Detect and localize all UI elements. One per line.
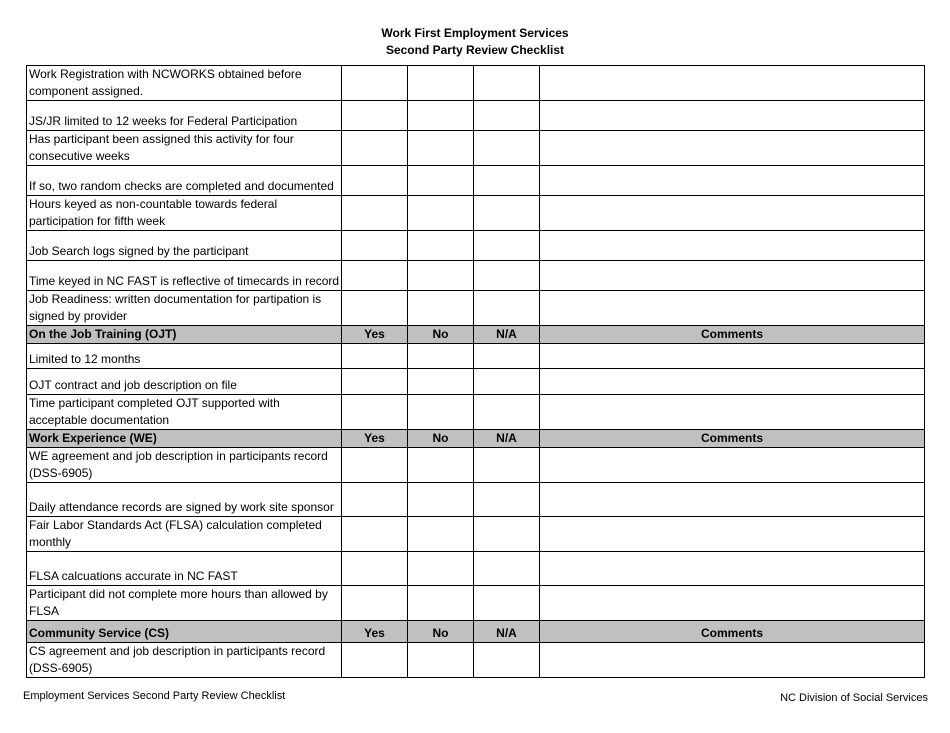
na-cell[interactable] (474, 66, 540, 101)
checklist-item-text: Participant did not complete more hours than allowed by FLSA (27, 586, 342, 621)
checklist-item-text: FLSA calcuations accurate in NC FAST (27, 552, 342, 586)
checklist-row (27, 395, 925, 430)
checklist-row (27, 166, 925, 196)
na-cell[interactable] (474, 196, 540, 231)
comments-cell[interactable] (540, 196, 925, 231)
na-cell[interactable] (474, 586, 540, 621)
yes-cell[interactable] (342, 196, 408, 231)
checklist-item-text: Hours keyed as non-countable towards federal participation for fifth week (27, 196, 342, 231)
yes-cell[interactable] (342, 517, 408, 552)
checklist-row (27, 66, 925, 101)
footer-left: Employment Services Second Party Review Checklist (23, 690, 286, 702)
na-cell[interactable] (474, 291, 540, 326)
section-title: Work Experience (WE) (27, 430, 342, 448)
checklist-row (27, 586, 925, 621)
comments-cell[interactable] (540, 66, 925, 101)
no-cell[interactable] (408, 369, 474, 395)
footer-right: NC Division of Social Services (780, 692, 928, 704)
na-column-header: N/A (474, 326, 540, 344)
page-title: Work First Employment Services (381, 26, 569, 40)
checklist-item-text: Time keyed in NC FAST is reflective of timecards in record (27, 261, 342, 291)
checklist-item-text: Has participant been assigned this activity for four consecutive weeks (27, 131, 342, 166)
checklist-item-text: CS agreement and job description in participants record (DSS-6905) (27, 643, 342, 678)
no-cell[interactable] (408, 101, 474, 131)
yes-cell[interactable] (342, 369, 408, 395)
comments-cell[interactable] (540, 448, 925, 483)
comments-cell[interactable] (540, 166, 925, 196)
na-column-header: N/A (474, 621, 540, 643)
na-cell[interactable] (474, 369, 540, 395)
comments-cell[interactable] (540, 131, 925, 166)
comments-cell[interactable] (540, 344, 925, 369)
yes-cell[interactable] (342, 448, 408, 483)
comments-cell[interactable] (540, 291, 925, 326)
checklist-row (27, 131, 925, 166)
no-cell[interactable] (408, 196, 474, 231)
checklist-table (26, 65, 925, 678)
checklist-row (27, 552, 925, 586)
comments-column-header: Comments (540, 430, 925, 448)
comments-cell[interactable] (540, 101, 925, 131)
no-cell[interactable] (408, 448, 474, 483)
na-cell[interactable] (474, 166, 540, 196)
na-cell[interactable] (474, 552, 540, 586)
checklist-item-text: WE agreement and job description in participants record (DSS-6905) (27, 448, 342, 483)
yes-column-header: Yes (342, 621, 408, 643)
no-cell[interactable] (408, 261, 474, 291)
no-column-header: No (408, 621, 474, 643)
checklist-row (27, 196, 925, 231)
yes-cell[interactable] (342, 586, 408, 621)
yes-cell[interactable] (342, 66, 408, 101)
na-cell[interactable] (474, 101, 540, 131)
na-column-header: N/A (474, 430, 540, 448)
no-cell[interactable] (408, 66, 474, 101)
checklist-row (27, 344, 925, 369)
no-cell[interactable] (408, 231, 474, 261)
no-column-header: No (408, 326, 474, 344)
yes-cell[interactable] (342, 261, 408, 291)
no-cell[interactable] (408, 552, 474, 586)
checklist-row (27, 261, 925, 291)
section-header-row (27, 430, 925, 448)
no-cell[interactable] (408, 344, 474, 369)
yes-cell[interactable] (342, 552, 408, 586)
na-cell[interactable] (474, 643, 540, 678)
yes-cell[interactable] (342, 344, 408, 369)
comments-cell[interactable] (540, 395, 925, 430)
checklist-item-text: Limited to 12 months (27, 344, 342, 369)
no-column-header: No (408, 430, 474, 448)
checklist-item-text: Job Readiness: written documentation for partipation is signed by provider (27, 291, 342, 326)
checklist-row (27, 101, 925, 131)
checklist-row (27, 231, 925, 261)
comments-column-header: Comments (540, 621, 925, 643)
yes-cell[interactable] (342, 166, 408, 196)
comments-column-header: Comments (540, 326, 925, 344)
checklist-row (27, 483, 925, 517)
no-cell[interactable] (408, 517, 474, 552)
checklist-item-text: Job Search logs signed by the participant (27, 231, 342, 261)
yes-cell[interactable] (342, 483, 408, 517)
checklist-item-text: Time participant completed OJT supported with acceptable documentation (27, 395, 342, 430)
comments-cell[interactable] (540, 483, 925, 517)
checklist-row (27, 291, 925, 326)
section-header-row (27, 326, 925, 344)
no-cell[interactable] (408, 395, 474, 430)
checklist-item-text: Work Registration with NCWORKS obtained before component assigned. (27, 66, 342, 101)
na-cell[interactable] (474, 131, 540, 166)
na-cell[interactable] (474, 395, 540, 430)
checklist-row (27, 369, 925, 395)
checklist-item-text: Daily attendance records are signed by work site sponsor (27, 483, 342, 517)
na-cell[interactable] (474, 517, 540, 552)
checklist-row (27, 517, 925, 552)
yes-cell[interactable] (342, 643, 408, 678)
comments-cell[interactable] (540, 261, 925, 291)
no-cell[interactable] (408, 166, 474, 196)
na-cell[interactable] (474, 344, 540, 369)
yes-column-header: Yes (342, 326, 408, 344)
yes-cell[interactable] (342, 291, 408, 326)
na-cell[interactable] (474, 261, 540, 291)
no-cell[interactable] (408, 131, 474, 166)
na-cell[interactable] (474, 483, 540, 517)
no-cell[interactable] (408, 643, 474, 678)
checklist-row (27, 448, 925, 483)
na-cell[interactable] (474, 231, 540, 261)
comments-cell[interactable] (540, 643, 925, 678)
checklist-item-text: Fair Labor Standards Act (FLSA) calculation completed monthly (27, 517, 342, 552)
na-cell[interactable] (474, 448, 540, 483)
comments-cell[interactable] (540, 586, 925, 621)
yes-column-header: Yes (342, 430, 408, 448)
section-title: On the Job Training (OJT) (27, 326, 342, 344)
comments-cell[interactable] (540, 231, 925, 261)
no-cell[interactable] (408, 483, 474, 517)
comments-cell[interactable] (540, 517, 925, 552)
section-header-row (27, 621, 925, 643)
checklist-item-text: OJT contract and job description on file (27, 369, 342, 395)
page-subtitle: Second Party Review Checklist (385, 43, 565, 57)
comments-cell[interactable] (540, 552, 925, 586)
yes-cell[interactable] (342, 131, 408, 166)
checklist-item-text: JS/JR limited to 12 weeks for Federal Participation (27, 101, 342, 131)
yes-cell[interactable] (342, 101, 408, 131)
yes-cell[interactable] (342, 395, 408, 430)
checklist-row (27, 643, 925, 678)
comments-cell[interactable] (540, 369, 925, 395)
yes-cell[interactable] (342, 231, 408, 261)
checklist-item-text: If so, two random checks are completed and documented (27, 166, 342, 196)
no-cell[interactable] (408, 586, 474, 621)
section-title: Community Service (CS) (27, 621, 342, 643)
no-cell[interactable] (408, 291, 474, 326)
